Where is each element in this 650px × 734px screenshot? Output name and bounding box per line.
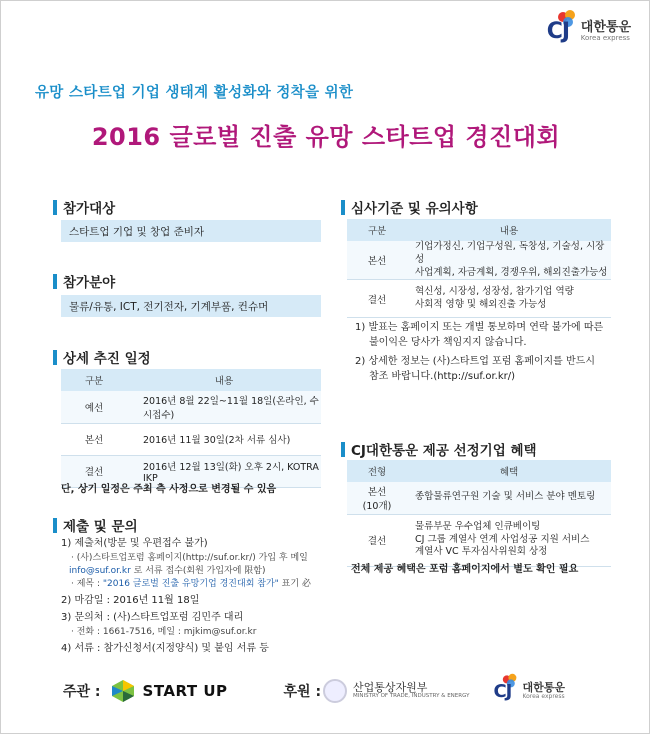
section-bar bbox=[341, 200, 345, 215]
cell-line: 혁신성, 시장성, 성장성, 참가기업 역량 bbox=[415, 286, 574, 298]
col-header: 내용 bbox=[407, 219, 611, 241]
heading-text: 상세 추진 일정 bbox=[63, 351, 151, 367]
submission-item: 2) 마감일 : 2016년 11월 18일 bbox=[61, 594, 200, 606]
cell-type: 예선 bbox=[61, 391, 127, 423]
submission-sub-text: 표기 必 bbox=[278, 578, 311, 589]
table-row bbox=[347, 482, 611, 514]
schedule-table bbox=[61, 369, 321, 488]
table-row bbox=[347, 280, 611, 318]
brand-name-en: Korea express bbox=[580, 34, 630, 42]
criteria-note: 2) 상세한 정보는 (사)스타트업 포럼 홈페이지를 반드시 bbox=[355, 356, 595, 367]
section-bar bbox=[53, 200, 57, 215]
criteria-note: 불이익은 당사가 책임지지 않습니다. bbox=[369, 336, 527, 348]
submission-heading bbox=[53, 515, 138, 535]
cj-footer-logo bbox=[493, 681, 565, 702]
cj-logo-text: CJ bbox=[546, 19, 570, 44]
cell-type: 결선 bbox=[347, 514, 407, 566]
email-link[interactable]: info@suf.or.kr bbox=[69, 565, 131, 576]
cj-mark bbox=[547, 19, 577, 44]
cell-line: (10개) bbox=[362, 500, 392, 512]
col-header: 전형 bbox=[347, 460, 407, 482]
heading-text: CJ대한통운 제공 선정기업 혜택 bbox=[351, 443, 537, 459]
cell-line: 사회적 영향 및 해외진출 가능성 bbox=[415, 298, 547, 310]
heading-text: 참가대상 bbox=[63, 201, 116, 217]
footer bbox=[1, 669, 650, 713]
brand-name-en: Korea express bbox=[522, 693, 565, 700]
cell-content bbox=[407, 280, 611, 318]
moti-name-kr: 산업통상자원부 bbox=[353, 681, 428, 695]
submission-title-text: "2016 글로벌 진출 유망기업 경진대회 참가" bbox=[102, 578, 279, 589]
cj-logo-text: CJ bbox=[493, 680, 512, 702]
cell-content bbox=[407, 241, 611, 280]
brand-name-kr: 대한통운 bbox=[580, 20, 631, 35]
criteria-table bbox=[347, 219, 611, 318]
section-bar bbox=[53, 350, 57, 365]
criteria-note: 1) 발표는 홈페이지 또는 개별 통보하며 연락 불가에 따른 bbox=[355, 322, 604, 333]
cell-type: 본선 bbox=[347, 241, 407, 280]
submission-item: 1) 제출처(방문 및 우편접수 불가) bbox=[61, 538, 208, 549]
benefits-heading bbox=[341, 439, 537, 459]
startup-forum-icon bbox=[111, 679, 135, 703]
cell-content: 2016년 8월 22일~11월 18일(온라인, 수시접수) bbox=[127, 391, 321, 423]
eligibility-heading bbox=[53, 197, 115, 217]
submission-item: 4) 서류 : 참가신청서(지정양식) 및 붙임 서류 등 bbox=[61, 642, 269, 654]
moti-logo bbox=[353, 682, 469, 699]
col-header: 구분 bbox=[61, 369, 127, 391]
col-header: 내용 bbox=[127, 369, 321, 391]
submission-sub: · (사)스타트업포럼 홈페이지(http://suf.or.kr/) 가입 후 메일 bbox=[71, 552, 308, 563]
subtitle: 유망 스타트업 기업 생태계 활성화와 정착을 위한 bbox=[35, 85, 354, 101]
submission-sub-text: 로 서류 접수(회원 가입자에 限함) bbox=[130, 565, 266, 576]
cj-mark bbox=[493, 681, 519, 702]
host-label: 주관 : bbox=[63, 684, 101, 700]
heading-text: 참가분야 bbox=[63, 275, 116, 291]
page-title: 2016 글로벌 진출 유망 스타트업 경진대회 bbox=[91, 123, 561, 151]
criteria-heading bbox=[341, 197, 478, 217]
moti-name-en: MINISTRY OF TRADE, INDUSTRY & ENERGY bbox=[353, 692, 470, 699]
submission-item: 3) 문의처 : (사)스타트업포럼 김민주 대리 bbox=[61, 612, 244, 624]
startup-forum-logo-text: START UP bbox=[142, 682, 228, 700]
field-box: 물류/유통, ICT, 전기전자, 기계부품, 컨슈머 bbox=[61, 295, 321, 317]
criteria-notes bbox=[355, 321, 625, 384]
eligibility-box: 스타트업 기업 및 창업 준비자 bbox=[61, 220, 321, 242]
benefits-table bbox=[347, 460, 611, 567]
col-header: 혜택 bbox=[407, 460, 611, 482]
section-bar bbox=[53, 274, 57, 289]
schedule-note: 단, 상기 일정은 주최 측 사정으로 변경될 수 있음 bbox=[61, 484, 277, 495]
submission-sub bbox=[61, 565, 331, 578]
cell-content: 종합물류연구원 기술 및 서비스 분야 멘토링 bbox=[407, 482, 611, 514]
table-row bbox=[347, 241, 611, 280]
cell-line: 계열사 VC 투자심사위원회 상정 bbox=[415, 546, 548, 558]
heading-text: 제출 및 문의 bbox=[63, 519, 138, 535]
section-bar bbox=[341, 442, 345, 457]
brand-name-kr: 대한통운 bbox=[522, 681, 565, 694]
field-heading bbox=[53, 271, 115, 291]
cell-line: 기업가정신, 기업구성원, 독창성, 기술성, 시장성 bbox=[415, 241, 605, 265]
cell-content: 2016년 11월 30일(2차 서류 심사) bbox=[127, 423, 321, 455]
section-bar bbox=[53, 518, 57, 533]
benefits-note: 전체 제공 혜택은 포럼 홈페이지에서 별도 확인 필요 bbox=[351, 564, 579, 575]
government-seal-icon bbox=[323, 679, 347, 703]
submission-list bbox=[61, 537, 331, 656]
cell-type: 결선 bbox=[61, 455, 127, 487]
table-row bbox=[61, 423, 321, 455]
cell-content bbox=[407, 514, 611, 566]
cell-type: 결선 bbox=[347, 280, 407, 318]
submission-sub bbox=[61, 578, 331, 591]
cell-line: CJ 그룹 계열사 연계 사업성공 지원 서비스 bbox=[415, 533, 590, 545]
cell-line: 본선 bbox=[367, 486, 387, 498]
table-row bbox=[347, 514, 611, 566]
col-header: 구분 bbox=[347, 219, 407, 241]
cj-logo bbox=[547, 19, 631, 44]
submission-sub-text: · 제목 : bbox=[71, 578, 103, 589]
criteria-note: 참조 바랍니다.(http://suf.or.kr/) bbox=[369, 370, 516, 382]
table-row bbox=[61, 391, 321, 423]
sponsor-label: 후원 : bbox=[283, 684, 322, 700]
schedule-heading bbox=[53, 347, 151, 367]
cell-type: 본선 bbox=[61, 423, 127, 455]
submission-sub: · 전화 : 1661-7516, 메일 : mjkim@suf.or.kr bbox=[71, 626, 257, 637]
heading-text: 심사기준 및 유의사항 bbox=[351, 201, 478, 217]
cell-line: 사업계획, 자금계획, 경쟁우위, 해외진출가능성 bbox=[415, 266, 608, 278]
cell-line: 물류부문 우수업체 인큐베이팅 bbox=[415, 520, 541, 532]
cell-type bbox=[347, 482, 407, 514]
cell-content: 2016년 12월 13일(화) 오후 2시, KOTRA IKP bbox=[127, 455, 321, 487]
